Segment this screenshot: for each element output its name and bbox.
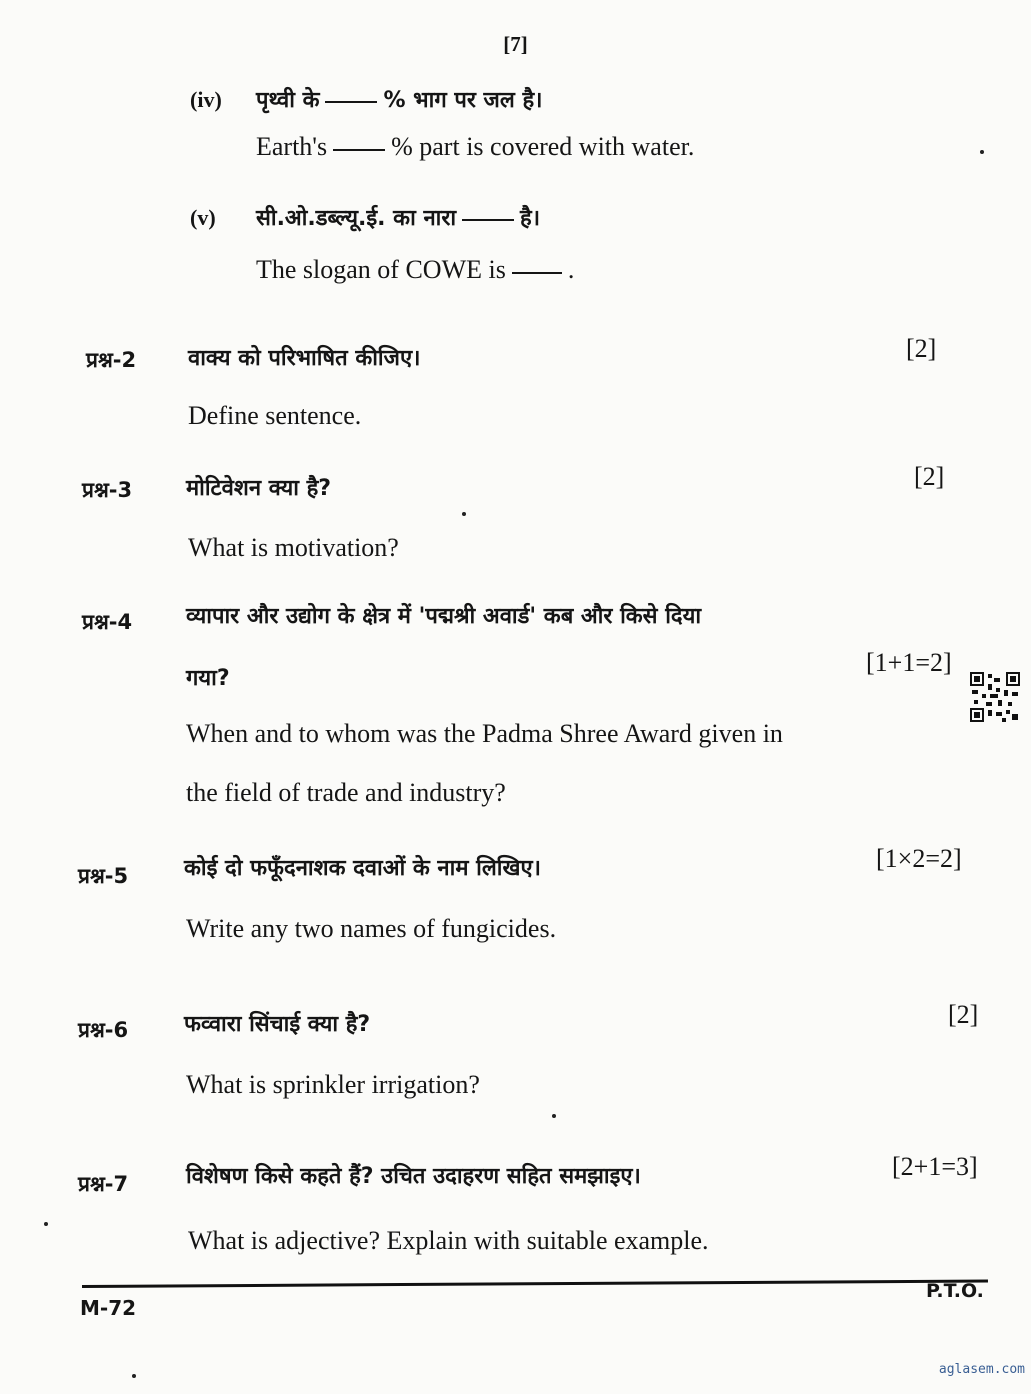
footer-pto: P.T.O. [926, 1280, 984, 1302]
question-7-hindi: विशेषण किसे कहते हैं? उचित उदाहरण सहित समझाइए। [186, 1164, 641, 1189]
question-6-hindi: फव्वारा सिंचाई क्या है? [184, 1012, 371, 1037]
question-3-label: प्रश्न-3 [82, 478, 133, 502]
question-6-english: What is sprinkler irrigation? [186, 1070, 480, 1099]
qr-code-icon [970, 672, 1020, 722]
subpart-iv-english-after: % part is covered with water. [391, 132, 695, 161]
question-3-marks: [2] [914, 462, 945, 491]
subpart-iv-english-blank [333, 148, 385, 151]
subpart-v-hindi [190, 202, 540, 232]
watermark: aglasem.com [938, 1362, 1025, 1377]
scan-speck [132, 1374, 136, 1378]
subpart-iv-english-before: Earth's [256, 132, 328, 161]
question-7-marks: [2+1=3] [892, 1152, 978, 1181]
subpart-v-english-after: . [567, 255, 575, 284]
question-6-label: प्रश्न-6 [78, 1018, 129, 1042]
scan-speck [44, 1222, 48, 1226]
scan-speck [462, 512, 466, 516]
question-4-hindi-line2: गया? [186, 666, 230, 691]
page-number: [7] [503, 32, 528, 56]
subpart-v-hindi-before: सी.ओ.डब्ल्यू.ई. का नारा [256, 206, 457, 231]
question-7-english: What is adjective? Explain with suitable example. [188, 1226, 709, 1255]
subpart-v-hindi-after: है। [520, 206, 541, 231]
question-2-hindi: वाक्य को परिभाषित कीजिए। [188, 346, 421, 371]
question-3-english: What is motivation? [188, 533, 399, 562]
subpart-v-english [256, 255, 574, 285]
subpart-iv-hindi [190, 84, 542, 114]
question-4-label: प्रश्न-4 [82, 610, 133, 634]
question-3-hindi: मोटिवेशन क्या है? [186, 476, 332, 501]
question-4-marks: [1+1=2] [866, 648, 952, 677]
subpart-v-roman: (v) [190, 205, 216, 230]
question-6-marks: [2] [948, 1000, 979, 1029]
footer-paper-code: M-72 [80, 1296, 137, 1320]
subpart-iv-hindi-blank [325, 100, 377, 103]
subpart-iv-hindi-after: % भाग पर जल है। [383, 88, 543, 113]
question-4-hindi-line1: व्यापार और उद्योग के क्षेत्र में 'पद्मश्री अवार्ड' कब और किसे दिया [186, 604, 702, 629]
subpart-v-english-before: The slogan of COWE is [256, 255, 506, 284]
question-4-english-line1: When and to whom was the Padma Shree Award given in [186, 719, 783, 748]
question-2-label: प्रश्न-2 [86, 348, 137, 372]
scan-speck [980, 150, 984, 154]
scan-speck [552, 1114, 556, 1118]
subpart-iv-hindi-before: पृथ्वी के [256, 88, 320, 113]
subpart-iv-roman: (iv) [190, 87, 222, 112]
subpart-iv-english [256, 132, 694, 162]
question-4-english-line2: the field of trade and industry? [186, 778, 506, 807]
question-5-marks: [1×2=2] [876, 844, 962, 873]
question-7-label: प्रश्न-7 [78, 1172, 129, 1196]
question-2-marks: [2] [906, 334, 937, 363]
question-2-english: Define sentence. [188, 401, 362, 430]
question-5-english: Write any two names of fungicides. [186, 914, 557, 943]
footer-rule [82, 1279, 988, 1288]
question-5-hindi: कोई दो फफूँदनाशक दवाओं के नाम लिखिए। [184, 856, 541, 881]
subpart-v-hindi-blank [462, 218, 514, 221]
question-5-label: प्रश्न-5 [78, 864, 129, 888]
subpart-v-english-blank [512, 271, 562, 274]
